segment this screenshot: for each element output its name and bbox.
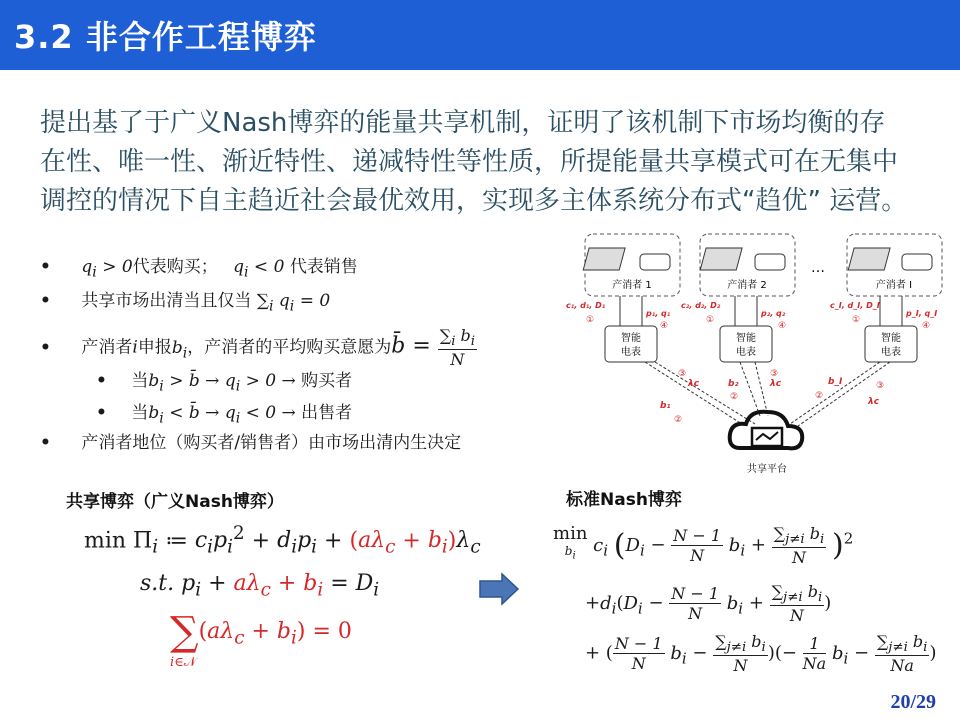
sum-index: i∈𝒩 — [170, 655, 197, 670]
bullet-text: ，产消者的平均购买意愿为 — [187, 337, 392, 358]
bid-label: b₂ — [728, 379, 739, 389]
bullet-buyer — [96, 366, 352, 394]
output-label: p_I, q_I — [906, 309, 938, 318]
solar-panel-icon — [848, 248, 890, 270]
bullet-bid: • 产消者i申报$b_i$，产消者的平均购买意愿为b̄ = $\frac{\sum_i b_i}{N}$ — [40, 326, 476, 370]
input-label: c₁, d₁, D₁ — [566, 301, 606, 310]
solar-panel-icon — [700, 248, 742, 270]
bullet-dot: • — [40, 291, 51, 311]
dashed-arrow — [655, 362, 755, 424]
step-number: ② — [730, 392, 739, 402]
meter-label: 电表 — [621, 347, 641, 358]
title-bar — [0, 0, 960, 70]
std-objective-line-3: + ( $\frac{N - 1}{N}$ $b_i$ − $\frac{\sum_{j\ne i} b_i}{N}$ )(− $\frac{1}{Na}$ $b_i$ − $\frac{\sum_{j\ne i} b_i}{Na}$ ) — [585, 632, 937, 676]
math-expr: $q_i < 0$ — [233, 257, 285, 281]
right-section-label: 标准Nash博弈 — [566, 490, 682, 510]
step-number: ④ — [660, 321, 669, 331]
bullet-dot: • — [40, 433, 51, 453]
constraint-1: s.t. $p_i + a\lambda_c + b_i = D_i$ — [140, 571, 380, 601]
prosumer-I-group — [847, 234, 942, 296]
car-icon — [902, 254, 932, 270]
page-number: 20/29 — [890, 691, 936, 713]
prosumer-1-group — [583, 234, 680, 296]
ellipsis: … — [811, 260, 825, 276]
price-label: λc — [770, 379, 782, 389]
intro-line-2: 在性、唯一性、渐近特性、递减特性等性质，所提能量共享模式可在无集中 — [40, 147, 899, 177]
bullet-text: 出售者 — [301, 403, 353, 423]
math-expr: $b_i$ < b̄ → $q_i < 0$ → — [148, 403, 302, 427]
platform-label: 共享平台 — [747, 464, 787, 475]
bullet-market-clear — [40, 286, 330, 314]
standard-nash-equations — [553, 510, 953, 690]
step-number: ② — [674, 415, 683, 425]
step-number: ④ — [778, 321, 787, 331]
generalized-nash-equations — [70, 505, 490, 685]
meter-label: 智能 — [621, 333, 641, 344]
bullet-dot: • — [40, 337, 51, 358]
bullet-text: 申报 — [137, 337, 172, 358]
input-label: c₂, d₂, D₂ — [681, 301, 721, 310]
bullet-text: 购买者 — [301, 371, 353, 391]
energy-sharing-diagram — [560, 226, 950, 481]
bullet-dot: • — [40, 257, 51, 277]
bullet-dot: • — [96, 403, 107, 423]
bid-label: b₁ — [660, 401, 671, 411]
output-label: p₁, q₁ — [646, 309, 671, 318]
meter-I — [865, 326, 917, 362]
step-number: ③ — [678, 369, 687, 379]
intro-line-3: 调控的情况下自主趋近社会最优效用，实现多主体系统分布式“趋优” 运营。 — [40, 186, 908, 216]
car-icon — [640, 254, 670, 270]
dashed-arrow — [790, 362, 880, 424]
bullet-status — [40, 428, 461, 453]
bullet-text: 代表销售 — [289, 257, 358, 277]
meter-label: 电表 — [736, 347, 756, 358]
meter-label: 智能 — [736, 333, 756, 344]
prosumer-label: 产消者 1 — [612, 280, 652, 291]
dashed-arrow — [740, 362, 760, 416]
right-arrow-icon — [478, 572, 520, 606]
bid-label: b_I — [828, 377, 843, 387]
input-label: c_I, d_I, D_I — [830, 301, 880, 310]
math-expr: $\sum_i$ $q_i = 0$ — [256, 291, 331, 315]
step-number: ④ — [922, 321, 931, 331]
prosumer-2-group — [700, 234, 795, 296]
meter-1 — [605, 326, 657, 362]
step-number: ② — [815, 391, 824, 401]
step-number: ① — [706, 315, 715, 325]
dashed-arrow — [755, 362, 768, 416]
bullet-text: 共享市场出清当且仅当 — [81, 291, 252, 311]
prosumer-label: 产消者 I — [875, 280, 913, 291]
meter-2 — [720, 326, 772, 362]
dashed-arrow — [798, 362, 890, 426]
math-expr: $q_i$ — [81, 257, 97, 281]
meter-label: 电表 — [881, 347, 901, 358]
intro-paragraph — [40, 104, 940, 221]
step-number: ① — [852, 315, 861, 325]
bullet-dot: • — [96, 371, 107, 391]
bullet-text: 产消者 — [81, 337, 133, 358]
step-number: ③ — [770, 369, 779, 379]
objective-function: $\min \Pi_i$ ≔ $c_ip_i^2 + d_ip_i + (a\lambda_c + b_i)\lambda_c$ — [84, 523, 481, 558]
price-label: λc — [868, 397, 880, 407]
bullet-seller — [96, 398, 352, 426]
bullet-text: 当 — [131, 371, 149, 391]
std-objective-line-2: $+d_i(D_i$ − $\frac{N - 1}{N}$ $b_i$ + $\frac{\sum_{j\ne i} b_i}{N}$ ) — [585, 582, 832, 626]
intro-line-1: 提出基了于广义Nash博弈的能量共享机制，证明了该机制下市场均衡的存 — [40, 108, 886, 138]
step-number: ③ — [876, 381, 885, 391]
math-expr: $b_i$ > b̄ → $q_i > 0$ → — [148, 371, 302, 395]
prosumer-label: 产消者 2 — [727, 280, 767, 291]
price-label: λc — [688, 379, 700, 389]
left-section-label: 共享博弈（广义Nash博弈） — [66, 492, 284, 512]
solar-panel-icon — [583, 248, 625, 270]
std-objective-line-1: min $b_i$ $c_i$ ($D_i$ − $\frac{N - 1}{N}$ $b_i$ + $\frac{\sum_{j\ne i} b_i}{N}$ )$^2$ — [553, 523, 854, 568]
bullet-text: 当 — [131, 403, 149, 423]
car-icon — [755, 254, 785, 270]
output-label: p₂, q₂ — [761, 309, 786, 318]
bullet-text: 代表购买； — [132, 257, 218, 277]
bullet-text: 产消者地位（购买者/销售者）由市场出清内生决定 — [81, 433, 462, 453]
slide-title: 3.2 非合作工程博弈 — [14, 18, 317, 56]
constraint-2: $\sum(a\lambda_c + b_i) = 0$ — [170, 609, 352, 655]
step-number: ① — [586, 315, 595, 325]
bullet-q-sign: • $q_i > 0$代表购买； $q_i < 0$ 代表销售 — [40, 257, 358, 281]
meter-label: 智能 — [881, 333, 901, 344]
cloud-platform-icon — [730, 412, 803, 449]
avg-fraction: $\frac{\sum_i b_i}{N}$ — [439, 326, 476, 370]
